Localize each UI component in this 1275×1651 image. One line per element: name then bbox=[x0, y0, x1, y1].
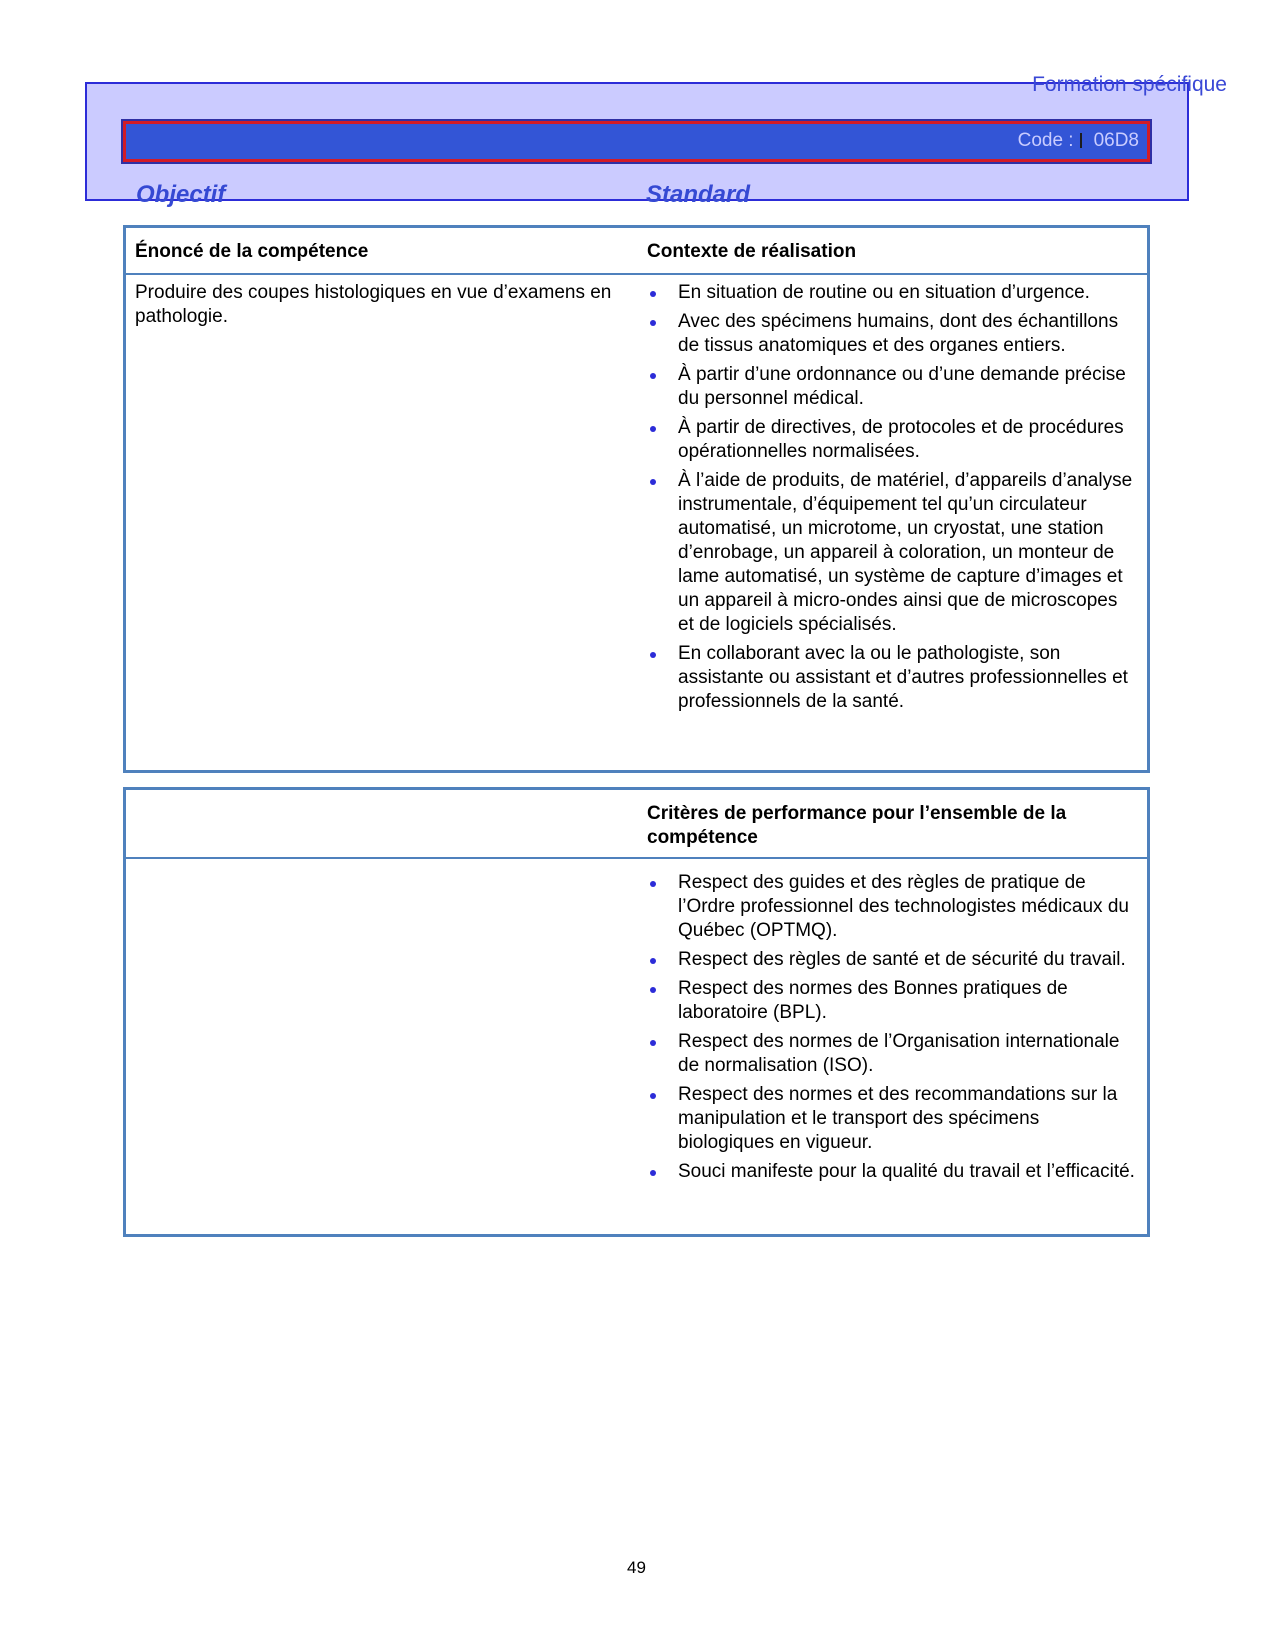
performance-table bbox=[123, 787, 1150, 1237]
bullet-icon bbox=[650, 479, 656, 485]
page-number: 49 bbox=[627, 1558, 646, 1577]
list-item: En situation de routine ou en situation d’urgence. bbox=[647, 281, 1137, 305]
table-header-divider bbox=[126, 857, 1147, 859]
bullet-icon bbox=[650, 373, 656, 379]
bullet-icon bbox=[650, 958, 656, 964]
list-item: Souci manifeste pour la qualité du travail et l’efficacité. bbox=[647, 1160, 1137, 1184]
list-item: À partir de directives, de protocoles et de procédures opérationnelles normalisées. bbox=[647, 416, 1137, 464]
bullet-icon bbox=[650, 291, 656, 297]
bullet-icon bbox=[650, 652, 656, 658]
objectif-heading: Objectif bbox=[136, 181, 226, 208]
code-value: 06D8 bbox=[1093, 130, 1139, 151]
list-item: À partir d’une ordonnance ou d’une demande précise du personnel médical. bbox=[647, 363, 1137, 411]
table-header-divider bbox=[126, 273, 1147, 275]
list-item: Avec des spécimens humains, dont des échantillons de tissus anatomiques et des organes entiers. bbox=[647, 310, 1137, 358]
performance-criteria-header: Critères de performance pour l’ensemble de la compétence bbox=[647, 803, 1067, 848]
bullet-icon bbox=[650, 1170, 656, 1176]
context-header: Contexte de réalisation bbox=[647, 241, 857, 262]
list-item: Respect des normes et des recommandations sur la manipulation et le transport des spécimens biologiques en vigueur. bbox=[647, 1083, 1137, 1155]
bullet-icon bbox=[650, 1040, 656, 1046]
list-item: À l’aide de produits, de matériel, d’appareils d’analyse instrumentale, d’équipement tel qu’un circulateur automatisé, un microtome, un cryostat, une station d’enrobage, un appareil à coloration, un monteur de lame automatisé, un système de capture d’images et un appareil à micro-ondes ainsi que de microscopes et de logiciels spécialisés. bbox=[647, 469, 1137, 637]
criteria-list bbox=[647, 871, 1137, 1189]
standard-heading: Standard bbox=[646, 181, 751, 208]
code-separator bbox=[1080, 133, 1082, 148]
list-item: En collaborant avec la ou le pathologiste, son assistante ou assistant et d’autres professionnelles et professionnels de la santé. bbox=[647, 642, 1137, 714]
bullet-icon bbox=[650, 881, 656, 887]
bullet-icon bbox=[650, 320, 656, 326]
competence-statement-header: Énoncé de la compétence bbox=[135, 241, 369, 262]
bullet-icon bbox=[650, 1093, 656, 1099]
list-item: Respect des règles de santé et de sécurité du travail. bbox=[647, 948, 1137, 972]
list-item: Respect des normes de l’Organisation internationale de normalisation (ISO). bbox=[647, 1030, 1137, 1078]
competence-table bbox=[123, 225, 1150, 773]
code-text bbox=[1018, 130, 1139, 152]
list-item: Respect des guides et des règles de pratique de l’Ordre professionnel des technologistes médicaux du Québec (OPTMQ). bbox=[647, 871, 1137, 943]
code-label: Code : bbox=[1017, 130, 1074, 151]
bullet-icon bbox=[650, 426, 656, 432]
bullet-icon bbox=[650, 987, 656, 993]
context-list bbox=[647, 281, 1137, 719]
formation-title: Formation spécifique bbox=[1032, 73, 1227, 96]
competence-statement: Produire des coupes histologiques en vue d’examens en pathologie. bbox=[135, 282, 612, 327]
list-item: Respect des normes des Bonnes pratiques de laboratoire (BPL). bbox=[647, 977, 1137, 1025]
code-bar bbox=[123, 121, 1150, 162]
